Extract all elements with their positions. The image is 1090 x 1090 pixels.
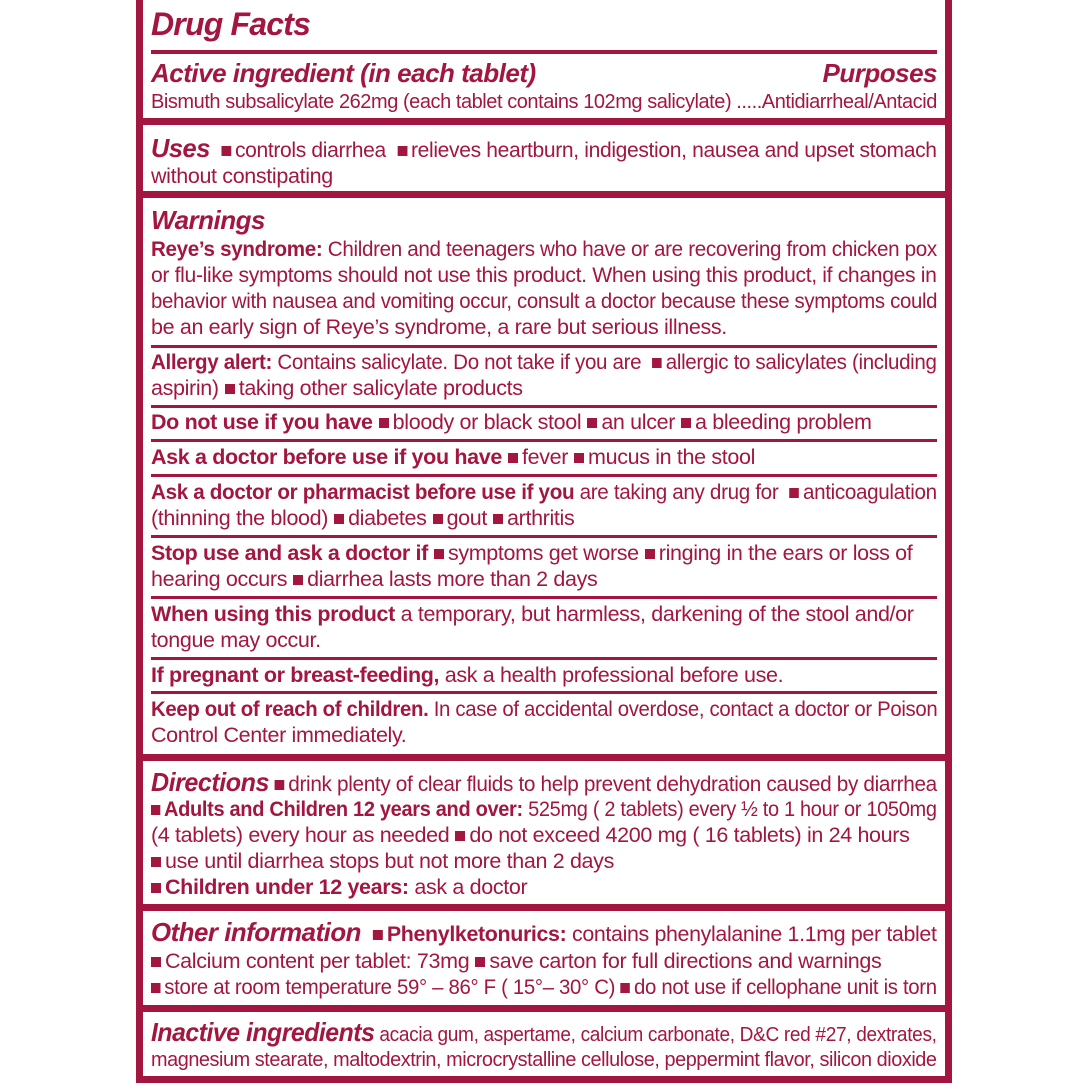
directions-line-1 [151,766,937,800]
title-rule [151,50,937,54]
reye-text: Children and teenagers who have or are recovering from chicken pox [322,237,937,261]
other-info-line-3 [151,974,937,1000]
do-not-use-item-1: bloody or black stool [392,410,582,434]
directions-item-3: do not exceed 4200 mg ( 16 tablets) in 24 hours [469,823,910,847]
other-info-line-2 [151,948,881,974]
square-bullet-icon [151,983,160,993]
uses-item-2: relieves heartburn, indigestion, nausea and upset stomach [410,138,937,162]
other-info-item-3: save carton for full directions and warnings [489,949,882,973]
stop-use-item-1: symptoms get worse [447,541,639,565]
square-bullet-icon [221,146,231,156]
square-bullet-icon [681,418,691,428]
directions-line-2 [151,796,937,822]
when-using-line-2: tongue may occur. [151,628,321,652]
allergy-line-2-text: aspirin) [151,376,219,400]
do-not-use-label: Do not use if you have [151,410,373,434]
warnings-divider [151,691,937,694]
warnings-divider [151,535,937,538]
square-bullet-icon [493,514,503,524]
reye-line-4: be an early sign of Reye’s syndrome, a rare but serious illness. [151,315,727,339]
directions-line-3 [151,822,909,848]
ask-doctor-line [151,444,755,470]
pregnant-label: If pregnant or breast-feeding, [151,663,440,687]
drug-facts-header-section [143,0,945,118]
ask-pharmacist-item-2: diabetes [348,506,427,530]
active-ingredient-line: Bismuth subsalicylate 262mg (each tablet contains 102mg salicylate) .....Antidiarrheal/Antacid [151,91,937,113]
square-bullet-icon [652,358,662,368]
square-bullet-icon [645,549,655,559]
pregnant-line [151,662,783,688]
phenyl-text: contains phenylalanine 1.1mg per tablet [566,922,937,946]
ask-pharmacist-line-2 [151,505,574,531]
reye-line-2: or flu-like symptoms should not use this product. When using this product, if changes in [151,263,937,287]
warnings-divider [151,439,937,442]
keep-out-line-1 [151,696,937,722]
stop-use-item-3: diarrhea lasts more than 2 days [307,567,598,591]
uses-line-1 [151,132,937,166]
square-bullet-icon [475,957,485,967]
allergy-item-2: taking other salicylate products [238,376,523,400]
square-bullet-icon [574,453,584,463]
warnings-divider [151,596,937,599]
pregnant-text: ask a health professional before use. [439,663,784,687]
directions-line-5 [151,874,527,900]
square-bullet-icon [293,575,303,585]
inactive-heading: Inactive ingredients [151,1017,375,1047]
warnings-section [143,198,945,754]
square-bullet-icon [151,883,161,893]
reye-line-1 [151,236,937,262]
warnings-heading: Warnings [151,205,265,235]
other-info-item-5: do not use if cellophane unit is torn [634,975,937,999]
stop-use-line-1 [151,540,912,566]
ask-pharmacist-label: Ask a doctor or pharmacist before use if you [151,480,575,504]
ask-pharmacist-line-2-text: (thinning the blood) [151,506,329,530]
children-label: Children under 12 years: [165,875,409,899]
allergy-item-1: allergic to salicylates (including [665,350,937,374]
uses-section [143,125,945,191]
inactive-line-1 [151,1016,937,1051]
warnings-divider [151,657,937,660]
other-info-item-4: store at room temperature 59° – 86° F ( 15°– 30° C) [164,975,616,999]
directions-item-4: use until diarrhea stops but not more than 2 days [165,849,614,873]
allergy-text: Contains salicylate. Do not take if you are [272,350,647,374]
square-bullet-icon [225,384,235,394]
square-bullet-icon [397,146,407,156]
stop-use-item-2: ringing in the ears or loss of [658,541,913,565]
square-bullet-icon [433,514,443,524]
uses-heading: Uses [151,133,210,163]
ask-pharmacist-item-3: gout [446,506,488,530]
ask-pharmacist-item-4: arthritis [507,506,575,530]
warnings-divider [151,405,937,408]
allergy-line-2 [151,375,523,401]
other-info-item-2: Calcium content per tablet: 73mg [165,949,470,973]
square-bullet-icon [151,957,161,967]
inactive-text-1: acacia gum, aspertame, calcium carbonate, D&C red #27, dextrates, [374,1024,937,1046]
ask-pharmacist-text: are taking any drug for [574,480,784,504]
do-not-use-item-3: a bleeding problem [695,410,872,434]
square-bullet-icon [151,805,160,815]
square-bullet-icon [508,453,518,463]
square-bullet-icon [373,930,383,940]
keep-out-label: Keep out of reach of children. [151,697,429,721]
when-using-label: When using this product [151,602,395,626]
ask-doctor-item-1: fever [521,445,569,469]
square-bullet-icon [379,418,389,428]
reye-label: Reye’s syndrome: [151,237,323,261]
ask-pharmacist-item-1: anticoagulation [802,480,937,504]
directions-line-4 [151,848,614,874]
inactive-line-2: magnesium stearate, maltodextrin, microcrystalline cellulose, peppermint flavor, silicon dioxide [151,1049,937,1071]
keep-out-line-2: Control Center immediately. [151,723,407,747]
do-not-use-line [151,409,872,435]
ask-doctor-item-2: mucus in the stool [588,445,756,469]
ask-doctor-label: Ask a doctor before use if you have [151,445,502,469]
purposes-heading: Purposes [822,58,937,88]
other-info-line-1 [151,916,937,950]
active-ingredient-heading: Active ingredient (in each tablet) [151,58,536,88]
other-info-section [143,911,945,1005]
directions-heading: Directions [151,767,269,797]
directions-item-1: drink plenty of clear fluids to help prevent dehydration caused by diarrhea [288,772,937,796]
warnings-divider [151,474,937,477]
warnings-divider [151,345,937,348]
square-bullet-icon [275,780,285,790]
square-bullet-icon [455,831,465,841]
other-info-heading: Other information [151,917,361,947]
reye-line-3: behavior with nausea and vomiting occur, consult a doctor because these symptoms could [151,289,938,313]
square-bullet-icon [434,549,444,559]
adults-text-2: (4 tablets) every hour as needed [151,823,450,847]
stop-use-line-2 [151,566,597,592]
square-bullet-icon [151,857,161,867]
when-using-text: a temporary, but harmless, darkening of the stool and/or [394,602,914,626]
square-bullet-icon [790,488,800,498]
when-using-line-1 [151,601,914,627]
square-bullet-icon [621,983,630,993]
allergy-label: Allergy alert: [151,350,273,374]
uses-line-2: without constipating [151,164,333,188]
ask-pharmacist-line-1 [151,479,937,505]
adults-label: Adults and Children 12 years and over: [164,797,523,821]
do-not-use-item-2: an ulcer [601,410,676,434]
children-text: ask a doctor [408,875,528,899]
uses-item-1: controls diarrhea [234,138,386,162]
stop-use-line-2-text: hearing occurs [151,567,288,591]
adults-text: 525mg ( 2 tablets) every ½ to 1 hour or 1050mg [522,797,937,821]
phenyl-label: Phenylketonurics: [386,922,567,946]
page-title: Drug Facts [151,6,311,42]
stop-use-label: Stop use and ask a doctor if [151,541,428,565]
square-bullet-icon [587,418,597,428]
square-bullet-icon [334,514,344,524]
allergy-line-1 [151,349,937,375]
inactive-ingredients-section [143,1012,945,1076]
directions-section [143,761,945,904]
keep-out-text: In case of accidental overdose, contact a doctor or Poison [428,697,938,721]
